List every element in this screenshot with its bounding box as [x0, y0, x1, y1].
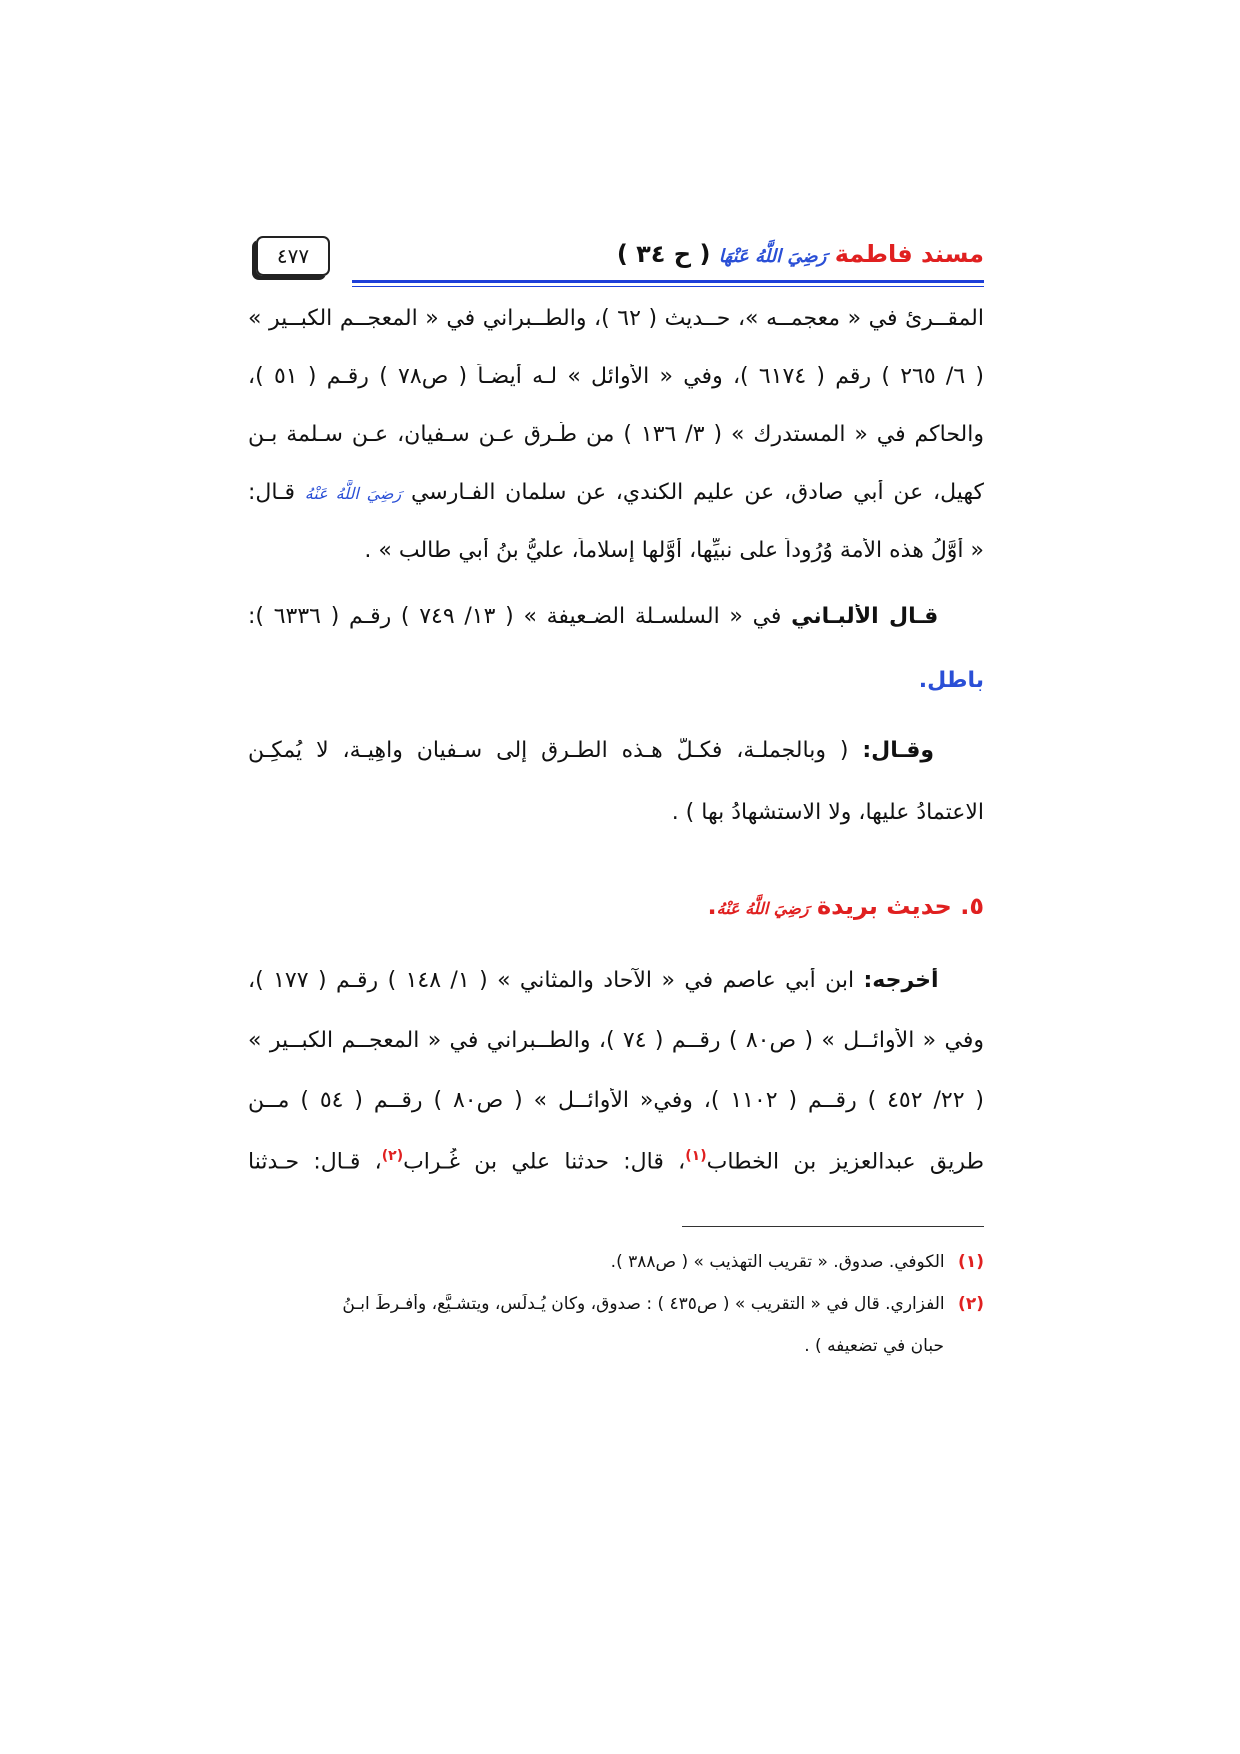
- footnote-number: (٢): [958, 1294, 984, 1314]
- header-rule-thin: [352, 286, 984, 287]
- verdict-line: [248, 668, 984, 693]
- footnote-separator: [682, 1226, 984, 1227]
- body-text: ، قال: حدثنا علي بن غُـراب: [403, 1149, 686, 1175]
- body-line: ( ٦/ ٢٦٥ ) رقم ( ٦١٧٤ )، وفي « الأوائل » لـه أيضـاً ( ص٧٨ ) رقـم ( ٥١ )،: [248, 364, 984, 389]
- verdict: باطل.: [918, 668, 984, 693]
- qala-lead: وقـال:: [862, 738, 935, 763]
- body-text: طريق عبدالعزيز بن الخطاب: [706, 1149, 984, 1175]
- body-line: [248, 480, 984, 505]
- body-line: الاعتمادُ عليها، ولا الاستشهادُ بها ) .: [671, 800, 984, 825]
- section-heading: [708, 892, 984, 920]
- footnote-ref-1[interactable]: (١): [685, 1148, 707, 1164]
- header-title: [617, 240, 984, 268]
- section-honorific: رَضِيَ اللَّهُ عَنْهُ: [716, 899, 809, 918]
- body-line: ( ٢٢/ ٤٥٢ ) رقــم ( ١١٠٢ )، وفي« الأوائــل » ( ص٨٠ ) رقــم ( ٥٤ ) مــن: [248, 1088, 984, 1113]
- body-line: [248, 968, 984, 993]
- body-line: « أوَّلُ هذه الأمة وُرُوداً على نبيِّها، أوَّلها إسلاماً، عليُّ بنُ أبي طالب » .: [364, 538, 984, 563]
- body-line: المقــرئ في « معجمــه »، حــديث ( ٦٢ )، والطــبراني في « المعجــم الكبــير »: [248, 306, 984, 331]
- qala-line: [248, 738, 984, 763]
- header-honorific: رَضِيَ اللَّهُ عَنْهَا: [718, 246, 827, 267]
- body-text: ، قـال: حـدثنا: [248, 1149, 382, 1175]
- section-number: ٥.: [960, 892, 984, 920]
- akhrajahu-lead: أخرجه:: [863, 968, 939, 993]
- body-text: ابن أبي عاصم في « الآحاد والمثاني » ( ١/ ١٤٨ ) رقـم ( ١٧٧ )،: [248, 968, 855, 993]
- body-line: [248, 1148, 984, 1174]
- footnote-ref-2[interactable]: (٢): [381, 1148, 404, 1164]
- page-number: ٤٧٧: [256, 236, 330, 276]
- body-text: قـال:: [248, 480, 296, 505]
- body-line: وفي « الأوائــل » ( ص٨٠ ) رقــم ( ٧٤ )، والطــبراني في « المعجــم الكبــير »: [248, 1028, 984, 1053]
- footnote-2-continued: حبان في تضعيفه ) .: [804, 1336, 944, 1356]
- section-end: .: [707, 892, 717, 920]
- albani-lead: قـال الألبـاني: [791, 604, 939, 629]
- body-text: كهيل، عن أبي صادق، عن عليم الكندي، عن سلمان الفـارسي: [410, 480, 984, 505]
- albani-text: في « السلسـلة الضـعيفة » ( ١٣/ ٧٤٩ ) رقـم ( ٦٣٣٦ ):: [248, 604, 782, 629]
- footnote-number: (١): [958, 1252, 984, 1272]
- header-title-name: مسند فاطمة: [834, 240, 984, 268]
- body-line: والحاكم في « المستدرك » ( ٣/ ١٣٦ ) من طُـرقٍ عـن سـفيان، عـن سـلمة بـن: [248, 422, 984, 447]
- footnote-text: الفزاري. قال في « التقريب » ( ص٤٣٥ ) : صدوق، وكان يُـدلِّس، ويتشـيَّع، وأفـرطَ ابـنُ: [342, 1294, 945, 1314]
- footnote-text: الكوفي. صدوق. « تقريب التهذيب » ( ص٣٨٨ ).: [610, 1252, 945, 1272]
- albani-line: [248, 604, 984, 629]
- salman-honorific: رَضِيَ اللَّهُ عَنْهُ: [304, 484, 402, 503]
- header-volume: ( ح ٣٤ ): [616, 240, 711, 268]
- qala-text: ( وبالجملـة، فكـلُّ هـذه الطـرق إلى سـفيان واهِيـة، لا يُمكِـن: [248, 738, 849, 763]
- running-header: [256, 236, 984, 288]
- footnote-1: [256, 1252, 984, 1272]
- header-rule: [352, 280, 984, 283]
- footnote-2: [256, 1294, 984, 1314]
- section-title: حديث بريدة: [816, 892, 952, 920]
